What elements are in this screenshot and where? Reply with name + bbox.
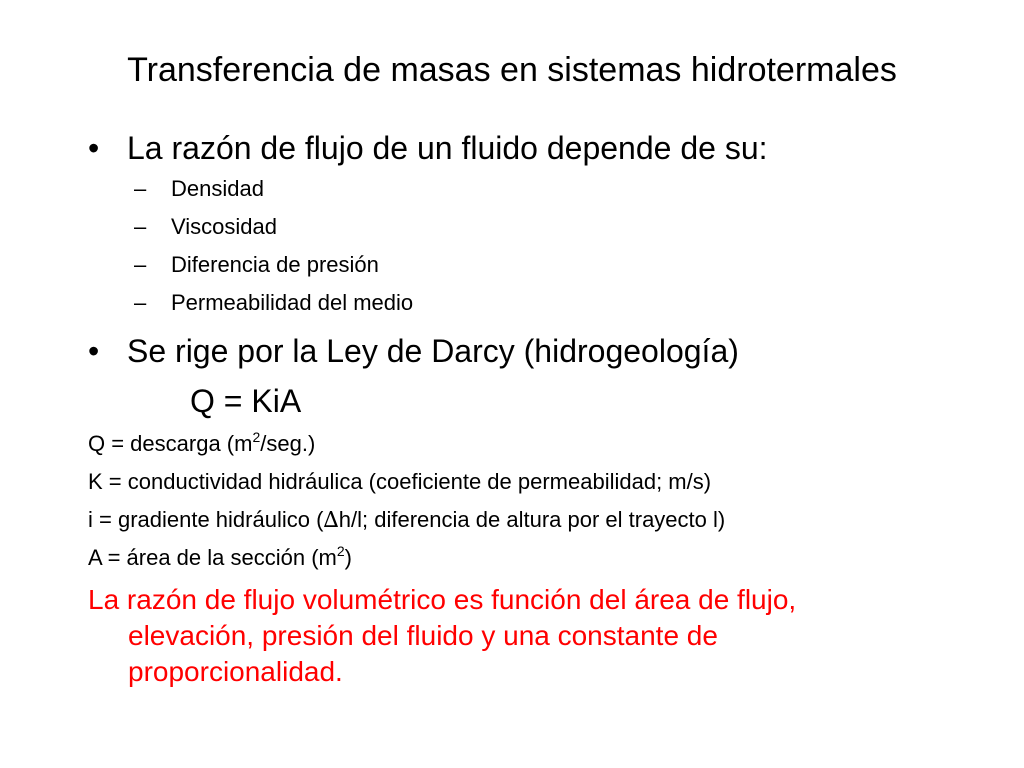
bullet-text: Se rige por la Ley de Darcy (hidrogeología)	[127, 333, 739, 369]
conclusion-line-2: elevación, presión del fluido y una constante de	[128, 620, 718, 651]
subitem-text: Viscosidad	[171, 214, 277, 239]
definition-k: K = conductividad hidráulica (coeficiente de permeabilidad; m/s)	[88, 469, 712, 494]
definition-i	[88, 505, 725, 536]
dash-marker: –	[134, 252, 147, 277]
bullet-marker: •	[88, 333, 100, 369]
definition-q	[88, 429, 315, 459]
definition-q-text: Q = descarga (m	[88, 431, 253, 456]
superscript-2: 2	[252, 428, 261, 445]
delta-symbol: ∆	[323, 508, 339, 533]
conclusion-line-1: La razón de flujo volumétrico es función del área de flujo,	[88, 584, 797, 615]
conclusion-line-3: proporcionalidad.	[128, 656, 343, 687]
definition-q-unit: /seg.)	[260, 431, 316, 456]
slide-title: Transferencia de masas en sistemas hidrotermales	[127, 51, 897, 89]
subitem-text: Permeabilidad del medio	[171, 290, 414, 315]
definition-i-text: i = gradiente hidráulico (	[88, 507, 324, 532]
definition-a-unit: )	[344, 545, 352, 570]
subitem-text: Densidad	[171, 176, 264, 201]
definition-i-detail: h/l; diferencia de altura por el trayecto l)	[338, 507, 726, 532]
dash-marker: –	[134, 290, 147, 315]
superscript-2: 2	[336, 542, 345, 559]
bullet-marker: •	[88, 130, 100, 166]
darcy-equation: Q = KiA	[190, 383, 302, 419]
subitem-text: Diferencia de presión	[171, 252, 379, 277]
definition-a-text: A = área de la sección (m	[88, 545, 337, 570]
conclusion-text	[88, 582, 918, 690]
definition-a	[88, 543, 352, 573]
dash-marker: –	[134, 176, 147, 201]
dash-marker: –	[134, 214, 147, 239]
bullet-text: La razón de flujo de un fluido depende de su:	[127, 130, 768, 166]
